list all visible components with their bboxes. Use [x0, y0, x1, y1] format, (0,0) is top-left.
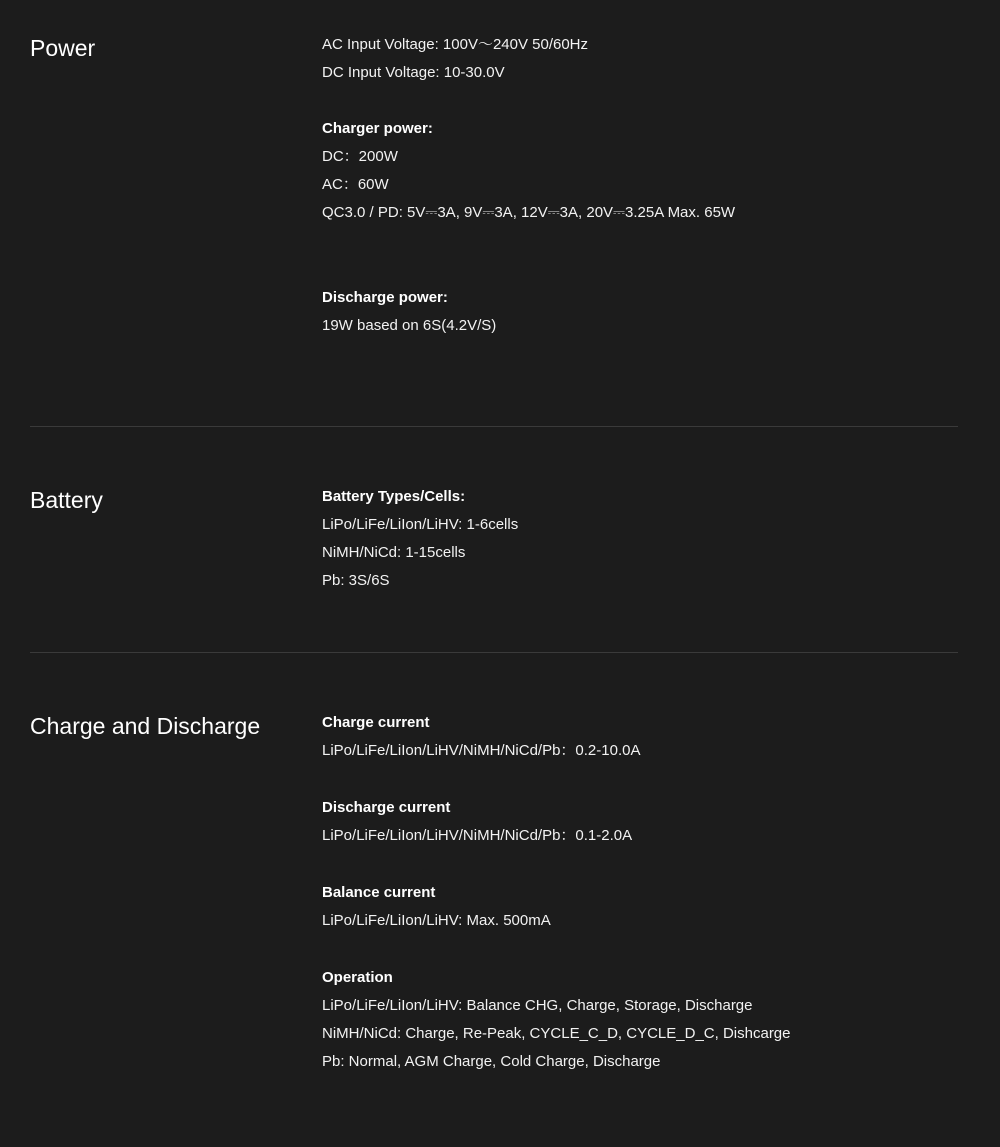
charger-power-heading: Charger power: [322, 120, 433, 137]
battery-types-heading: Battery Types/Cells: [322, 488, 466, 505]
battery-lithium-cells: LiPo/LiFe/LiIon/LiHV: 1-6cells [322, 516, 519, 533]
operation-heading: Operation [322, 969, 393, 986]
operation-nickel: NiMH/NiCd: Charge, Re-Peak, CYCLE_C_D, CYCLE_D_C, Dishcarge [322, 1025, 791, 1042]
discharge-power-heading: Discharge power: [322, 289, 448, 306]
charger-power-qc-pd: QC3.0 / PD: 5V⎓3A, 9V⎓3A, 12V⎓3A, 20V⎓3.25A Max. 65W [322, 204, 736, 221]
charge-discharge-title: Charge and Discharge [30, 713, 261, 739]
balance-current-value: LiPo/LiFe/LiIon/LiHV: Max. 500mA [322, 912, 551, 929]
divider [30, 426, 958, 427]
power-specs [322, 31, 962, 340]
charge-current-heading: Charge current [322, 714, 430, 731]
discharge-power-value: 19W based on 6S(4.2V/S) [322, 317, 497, 334]
discharge-current-value: LiPo/LiFe/LiIon/LiHV/NiMH/NiCd/Pb：0.1-2.0A [322, 827, 633, 844]
divider [30, 652, 958, 653]
operation-lithium: LiPo/LiFe/LiIon/LiHV: Balance CHG, Charge, Storage, Discharge [322, 997, 753, 1014]
battery-title: Battery [30, 487, 103, 513]
battery-lead-cells: Pb: 3S/6S [322, 572, 390, 589]
balance-current-heading: Balance current [322, 884, 436, 901]
charger-power-dc: DC：200W [322, 148, 398, 165]
ac-input-voltage: AC Input Voltage: 100V～240V 50/60Hz [322, 36, 589, 53]
charge-current-value: LiPo/LiFe/LiIon/LiHV/NiMH/NiCd/Pb：0.2-10.0A [322, 742, 641, 759]
battery-specs [322, 483, 962, 595]
dc-input-voltage: DC Input Voltage: 10-30.0V [322, 64, 505, 81]
discharge-current-heading: Discharge current [322, 799, 451, 816]
charger-power-ac: AC：60W [322, 176, 389, 193]
battery-nickel-cells: NiMH/NiCd: 1-15cells [322, 544, 466, 561]
operation-lead: Pb: Normal, AGM Charge, Cold Charge, Discharge [322, 1053, 661, 1070]
power-title: Power [30, 35, 96, 61]
charge-discharge-specs [322, 709, 962, 1076]
